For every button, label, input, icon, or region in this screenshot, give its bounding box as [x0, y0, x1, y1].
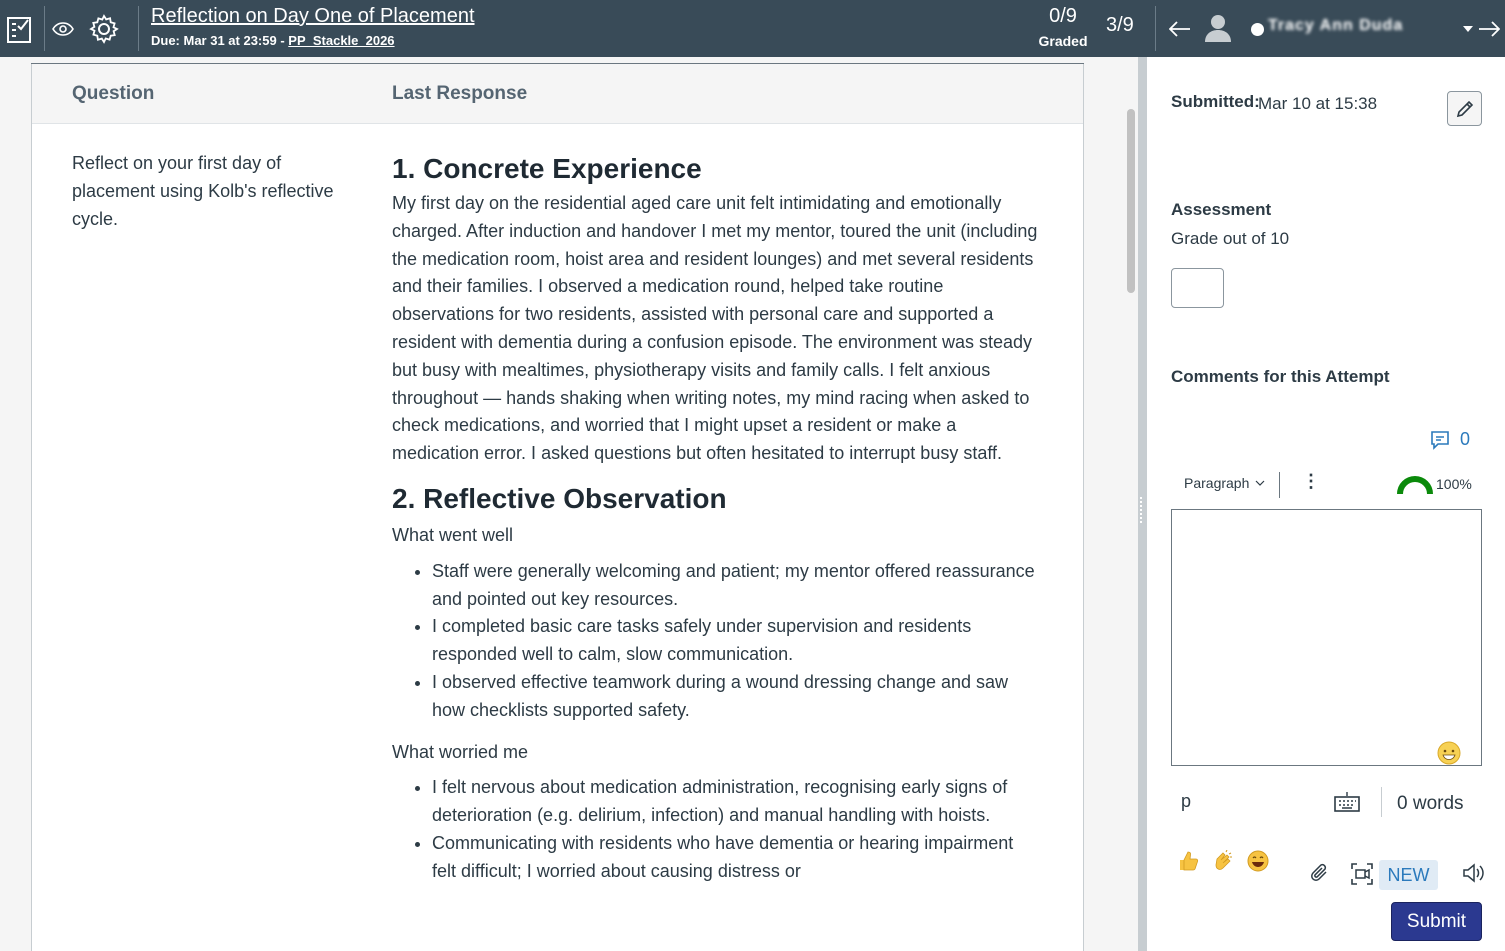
grade-label: Grade out of 10: [1171, 229, 1290, 248]
content-scrollbar[interactable]: [1122, 57, 1138, 951]
submitted-label: Submitted:: [1171, 92, 1260, 111]
smile-icon[interactable]: [1437, 741, 1461, 765]
edit-submission-button[interactable]: [1447, 91, 1482, 126]
due-text: Due: Mar 31 at 23:59 -: [151, 33, 289, 48]
list-item: • I observed effective teamwork during a wound dressing change and saw how checklists supported safety.: [432, 669, 1040, 725]
assessment-heading: Assessment: [1171, 200, 1272, 219]
graded-label: Graded: [1038, 33, 1088, 49]
list-item: • I completed basic care tasks safely under supervision and residents responded well to calm, slow communication.: [432, 613, 1040, 669]
paragraph-select-label: Paragraph: [1184, 475, 1250, 491]
graded-count: 0/9: [1049, 5, 1077, 27]
gear-icon[interactable]: [88, 0, 120, 57]
response-paragraph-1: My first day on the residential aged care unit felt intimidating and emotionally charged. After induction and handover I met my mentor, toured the unit (including the medication room, hoist area and resident lounges) and met several residents and their families. I observed a medication round, helped take routine observations for two residents, assisted with personal care and supported a resident with dementia during a confusion episode. The environment was steady but busy with mealtimes, physiotherapy visits and family calls. I felt anxious throughout — hands shaking when writing notes, my mind racing when asked to check medications, and worried that I might upset a resident or make a medication error. I asked questions but often hesitated to interrupt busy staff.: [392, 193, 1038, 464]
response-subheading-worried: What worried me: [392, 741, 529, 762]
comment-editor[interactable]: [1171, 509, 1482, 766]
column-header-question: Question: [72, 83, 155, 104]
thumbs-up-icon[interactable]: [1177, 850, 1200, 874]
student-position: 3/9: [1106, 14, 1134, 36]
drag-grip-icon: [1140, 497, 1144, 523]
list-item: • Staff were generally welcoming and patient; my mentor offered reassurance and pointed out key resources.: [432, 558, 1040, 614]
last-response: [392, 150, 1040, 900]
speedgrader-icon[interactable]: [4, 0, 36, 57]
accessibility-score: 100%: [1436, 476, 1472, 492]
list-item: • Communicating with residents who have dementia or hearing impairment felt difficult; I worried about causing distress or: [432, 830, 1040, 886]
accessibility-checker-icon[interactable]: [1397, 474, 1433, 496]
response-heading-1: 1. Concrete Experience: [392, 153, 702, 184]
due-date: [151, 33, 395, 48]
element-path[interactable]: p: [1181, 791, 1192, 811]
comment-count-button[interactable]: [1430, 429, 1470, 450]
arrow-right-icon[interactable]: [1477, 0, 1501, 57]
eye-icon[interactable]: [50, 0, 76, 57]
new-feature-badge: NEW: [1379, 860, 1438, 890]
grading-panel: [1147, 57, 1505, 951]
question-text: Reflect on your first day of placement using Kolb's reflective cycle.: [72, 153, 334, 229]
scrollbar-thumb[interactable]: [1127, 109, 1135, 293]
response-subheading-went-well: What went well: [392, 524, 514, 545]
keyboard-icon[interactable]: [1334, 791, 1360, 818]
comment-icon: [1430, 430, 1450, 450]
list-item: • I felt nervous about medication administration, recognising early signs of deterioration (e.g. delirium, infection) and manual handling with hoists.: [432, 774, 1040, 830]
student-name-select[interactable]: Tracy Ann Duda: [1268, 17, 1404, 34]
top-header: [0, 0, 1505, 57]
media-icon[interactable]: [1350, 862, 1374, 886]
table-header: [32, 64, 1083, 124]
avatar-icon: [1203, 12, 1233, 42]
submit-comment-button[interactable]: Submit: [1391, 902, 1482, 941]
smile-icon[interactable]: [1247, 850, 1270, 874]
comments-heading: Comments for this Attempt: [1171, 367, 1390, 386]
pencil-icon: [1455, 99, 1475, 119]
clapping-icon[interactable]: [1212, 850, 1235, 874]
column-header-response: Last Response: [392, 83, 528, 104]
quick-reactions: [1177, 850, 1270, 874]
speaker-icon[interactable]: [1462, 862, 1486, 886]
went-well-list: [432, 558, 1040, 725]
assignment-title-link[interactable]: Reflection on Day One of Placement: [151, 5, 475, 27]
more-vertical-icon[interactable]: ⋮: [1302, 471, 1320, 491]
paragraph-select[interactable]: [1184, 475, 1265, 491]
arrow-left-icon[interactable]: [1168, 0, 1192, 57]
status-dot: [1251, 23, 1264, 36]
submitted-value: Mar 10 at 15:38: [1258, 94, 1378, 113]
response-heading-2: 2. Reflective Observation: [392, 482, 727, 514]
word-count: 0 words: [1397, 793, 1464, 814]
editor-statusbar: [1171, 785, 1482, 821]
panel-resize-handle[interactable]: [1138, 57, 1147, 951]
editor-toolbar: [1171, 470, 1481, 500]
grade-input[interactable]: [1171, 268, 1224, 308]
chevron-down-icon[interactable]: [1461, 0, 1475, 57]
worried-list: [432, 774, 1040, 885]
course-link[interactable]: PP_Stackle_2026: [288, 33, 395, 48]
comment-count: 0: [1460, 429, 1471, 449]
paperclip-icon[interactable]: [1309, 862, 1333, 886]
chevron-down-icon: [1255, 480, 1265, 486]
